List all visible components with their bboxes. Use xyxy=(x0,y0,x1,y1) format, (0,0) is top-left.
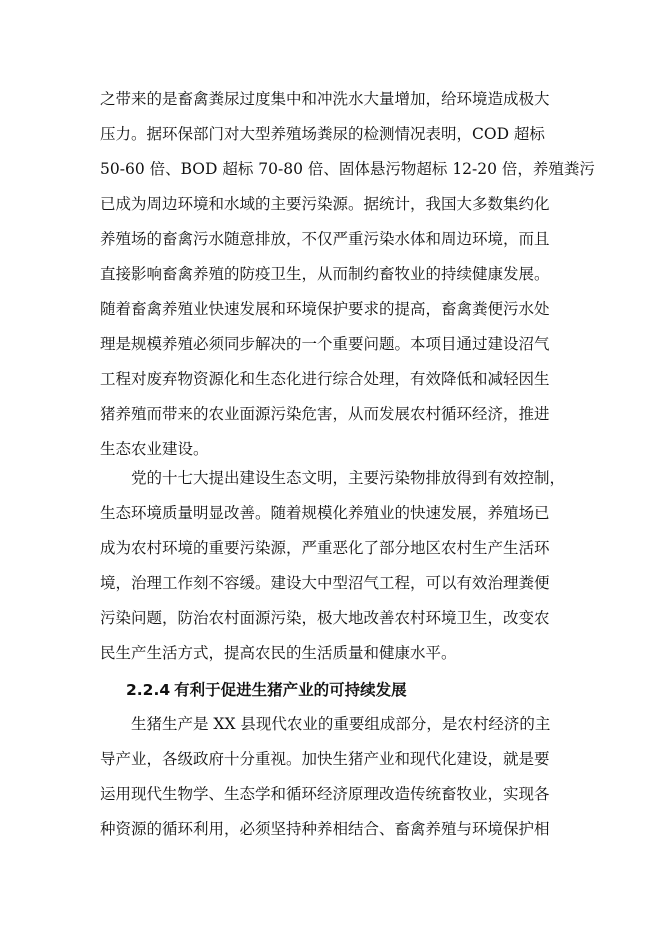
text-line: 直接影响畜禽养殖的防疫卫生，从而制约畜牧业的持续健康发展。 xyxy=(100,265,550,283)
text-line: 生态农业建设。 xyxy=(100,440,209,458)
paragraph-pig-industry xyxy=(100,707,560,847)
text-line: 理是规模养殖必须同步解决的一个重要问题。本项目通过建设沼气 xyxy=(100,335,550,353)
text-line: 生猪生产是 XX 县现代农业的重要组成部分，是农村经济的主 xyxy=(100,715,551,733)
section-number: 2.2.4 xyxy=(126,681,171,699)
paragraph-pollution-pressure xyxy=(100,82,595,467)
text-line: 随着畜禽养殖业快速发展和环境保护要求的提高，畜禽粪便污水处 xyxy=(100,300,550,318)
text-line: 已成为周边环境和水域的主要污染源。据统计，我国大多数集约化 xyxy=(100,195,550,213)
text-line: 养殖场的畜禽污水随意排放，不仅严重污染水体和周边环境，而且 xyxy=(100,230,550,248)
paragraph-ecological-civilization xyxy=(100,461,566,671)
text-line: 种资源的循环利用，必须坚持种养相结合、畜禽养殖与环境保护相 xyxy=(100,820,550,838)
text-line: 工程对废弃物资源化和生态化进行综合处理，有效降低和减轻因生 xyxy=(100,370,550,388)
text-line: 运用现代生物学、生态学和循环经济原理改造传统畜牧业，实现各 xyxy=(100,785,550,803)
text-line: 污染问题，防治农村面源污染，极大地改善农村环境卫生，改变农 xyxy=(100,609,550,627)
text-line: 猪养殖而带来的农业面源污染危害，从而发展农村循环经济，推进 xyxy=(100,405,550,423)
text-line: 压力。据环保部门对大型养殖场粪尿的检测情况表明，COD 超标 xyxy=(100,125,545,143)
section-heading xyxy=(126,673,566,708)
text-line: 50-60 倍、BOD 超标 70-80 倍、固体悬污物超标 12-20 倍，养殖粪污 xyxy=(100,160,595,178)
text-line: 生态环境质量明显改善。随着规模化养殖业的快速发展，养殖场已 xyxy=(100,504,550,522)
text-line: 党的十七大提出建设生态文明，主要污染物排放得到有效控制， xyxy=(100,469,566,487)
text-line: 境，治理工作刻不容缓。建设大中型沼气工程，可以有效治理粪便 xyxy=(100,574,550,592)
text-line: 之带来的是畜禽粪尿过度集中和冲洗水大量增加，给环境造成极大 xyxy=(100,90,550,108)
text-line: 民生产生活方式，提高农民的生活质量和健康水平。 xyxy=(100,644,457,662)
text-line: 导产业，各级政府十分重视。加快生猪产业和现代化建设，就是要 xyxy=(100,750,550,768)
section-title: 有利于促进生猪产业的可持续发展 xyxy=(174,681,407,699)
text-line: 成为农村环境的重要污染源，严重恶化了部分地区农村生产生活环 xyxy=(100,539,550,557)
